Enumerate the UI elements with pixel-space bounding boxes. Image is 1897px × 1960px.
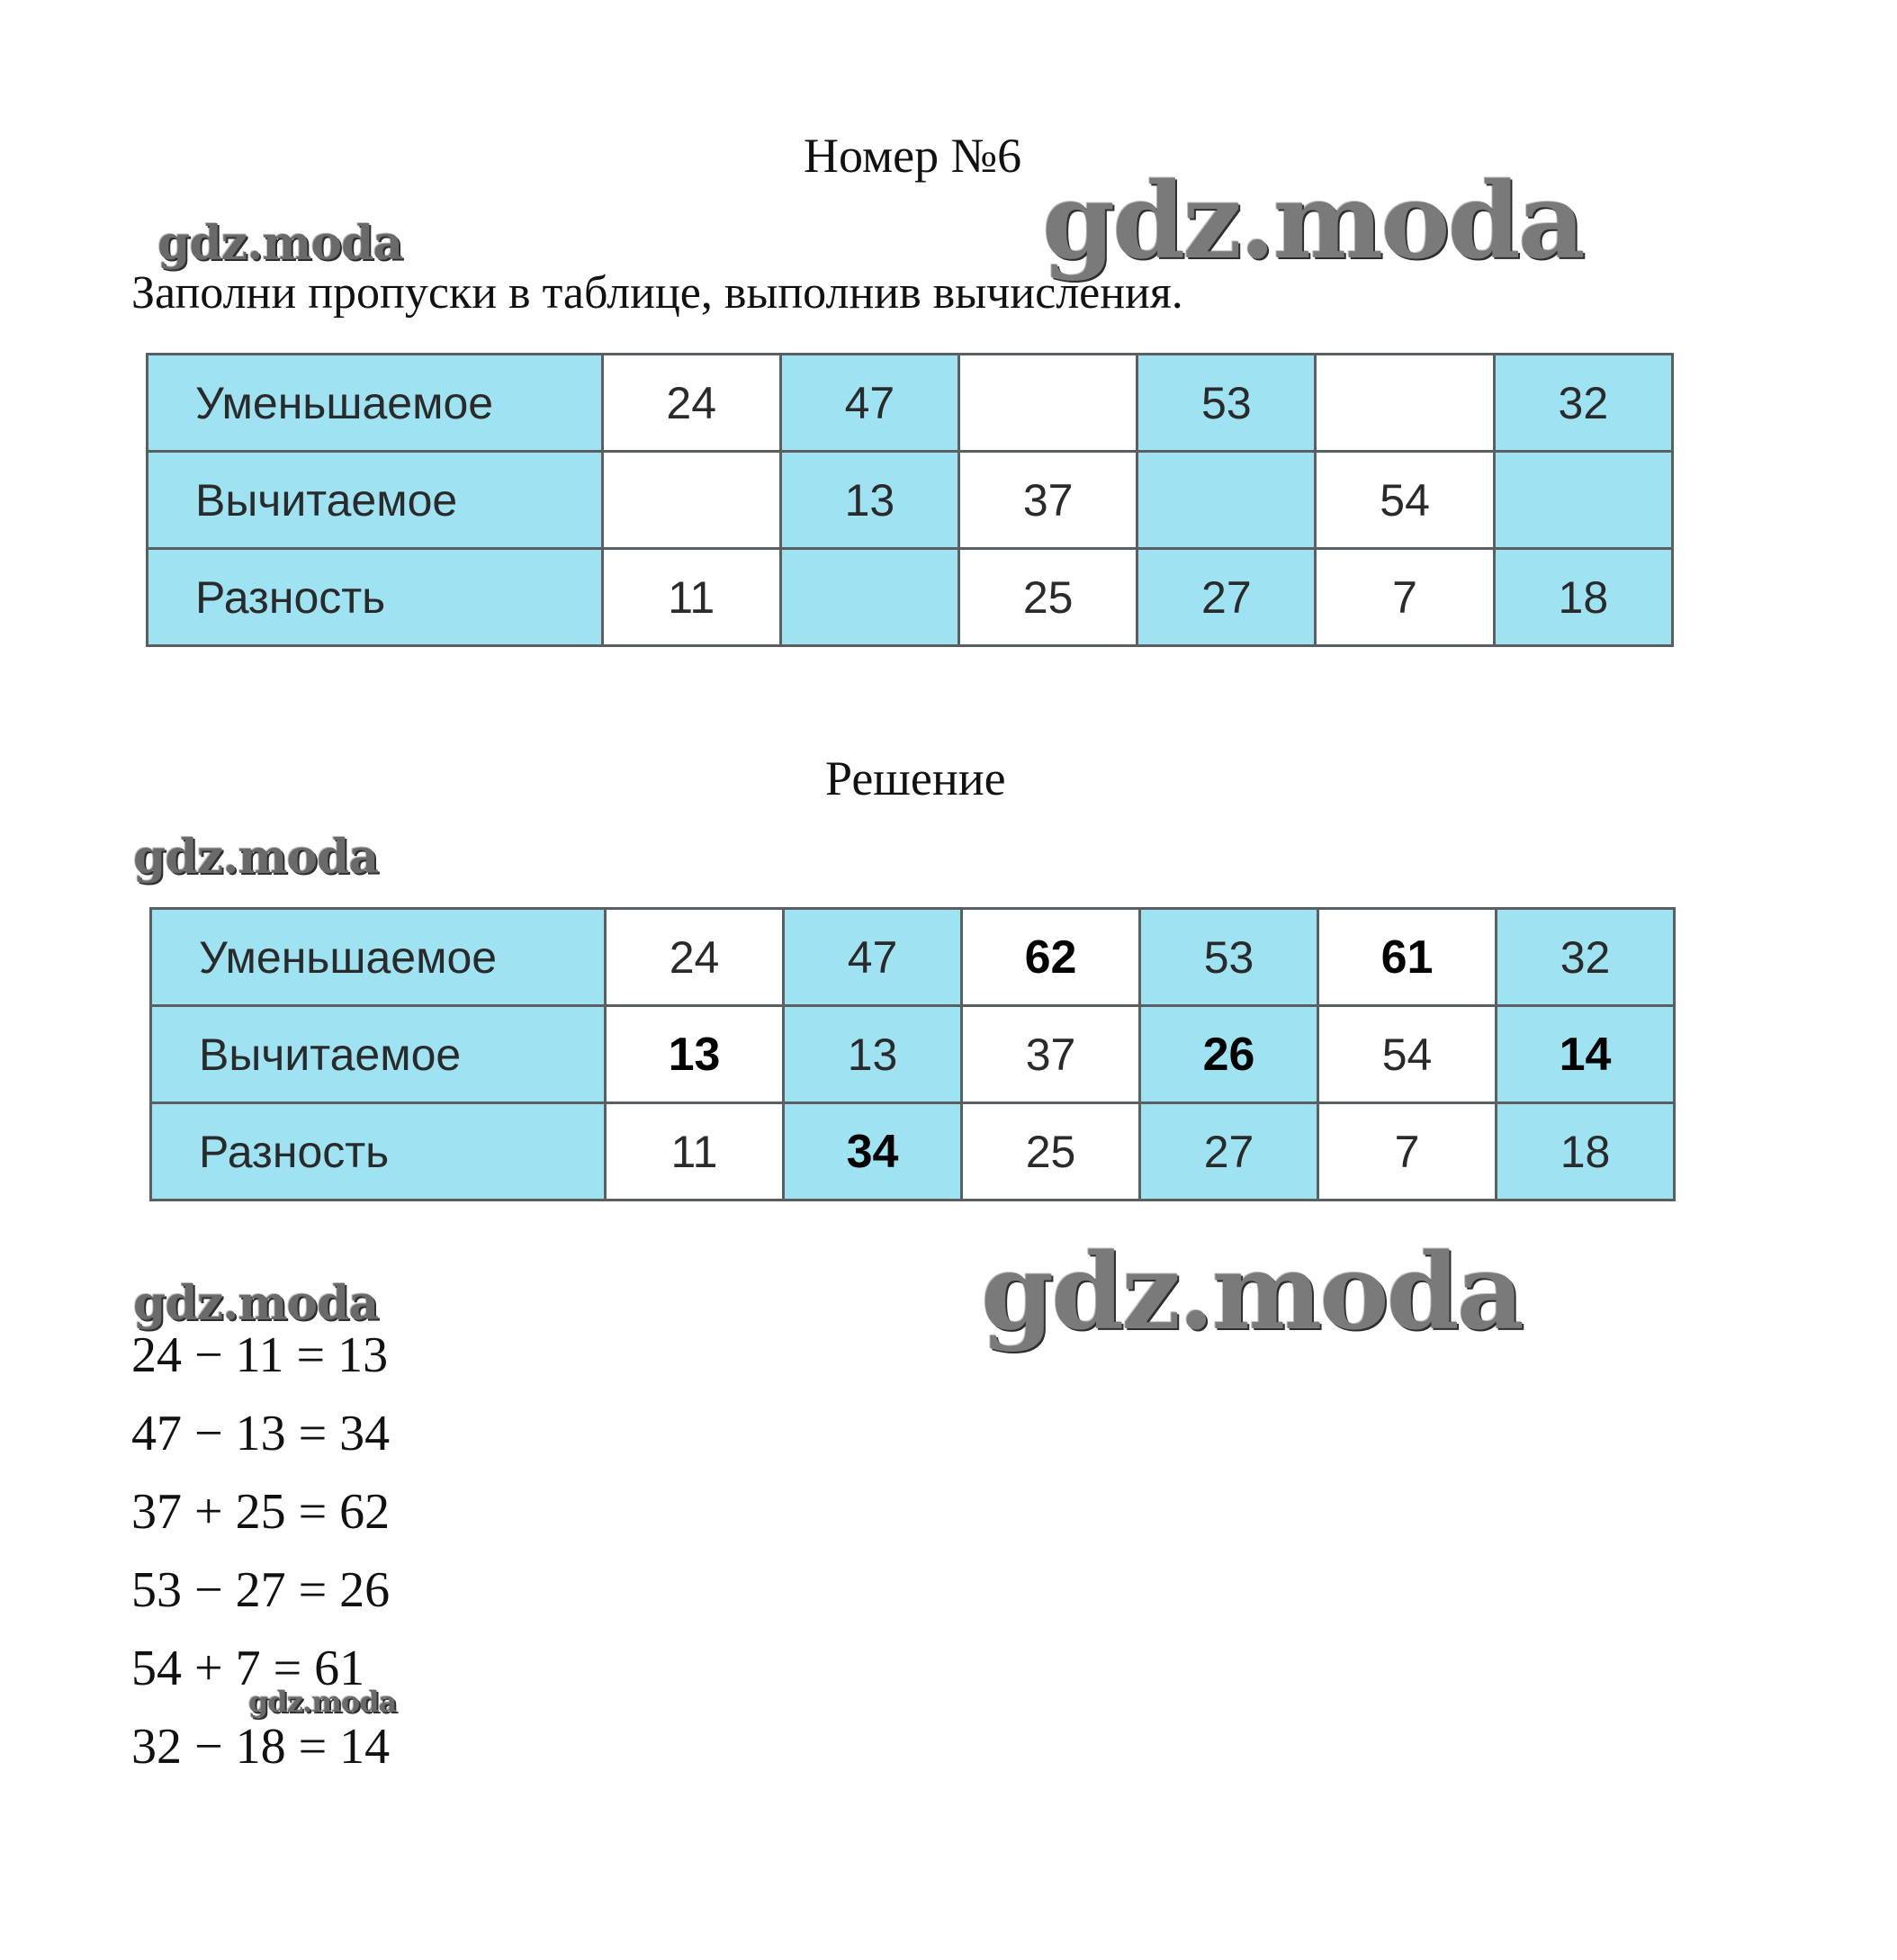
- task-table: [146, 353, 1674, 647]
- watermark-top: gdz.moda: [1042, 160, 1583, 283]
- task-cell-blank: [959, 355, 1137, 452]
- watermark-small-2: gdz.moda: [133, 830, 379, 885]
- task-cell-blank: [602, 452, 780, 549]
- solution-cell: 11: [606, 1103, 784, 1200]
- solution-answer-cell: 14: [1497, 1006, 1675, 1103]
- solution-answer-cell: 13: [606, 1006, 784, 1103]
- task-cell: 54: [1316, 452, 1494, 549]
- problem-title: Номер №6: [804, 129, 1022, 183]
- equation-line: 53 − 27 = 26: [131, 1562, 391, 1618]
- watermark-small-1: gdz.moda: [157, 216, 403, 271]
- solution-cell: 25: [962, 1103, 1140, 1200]
- solution-answer-cell: 62: [962, 909, 1140, 1006]
- row-label-minuend: Уменьшаемое: [151, 909, 606, 1006]
- row-label-subtrahend: Вычитаемое: [148, 452, 603, 549]
- solution-cell: 24: [606, 909, 784, 1006]
- task-cell: 25: [959, 549, 1137, 646]
- row-label-subtrahend: Вычитаемое: [151, 1006, 606, 1103]
- row-label-difference: Разность: [151, 1103, 606, 1200]
- watermark-tiny: gdz.moda: [248, 1685, 397, 1719]
- solution-answer-cell: 34: [784, 1103, 962, 1200]
- task-cell: 24: [602, 355, 780, 452]
- solution-row-minuend: [151, 909, 1675, 1006]
- solution-cell: 13: [784, 1006, 962, 1103]
- solution-answer-cell: 61: [1318, 909, 1497, 1006]
- watermark-small-3: gdz.moda: [133, 1276, 379, 1331]
- equation-line: 54 + 7 = 61: [131, 1641, 365, 1696]
- task-cell: 47: [780, 355, 958, 452]
- equation-line: 37 + 25 = 62: [131, 1484, 391, 1540]
- task-cell-blank: [1494, 452, 1672, 549]
- solution-cell: 32: [1497, 909, 1675, 1006]
- solution-cell: 27: [1140, 1103, 1318, 1200]
- task-cell: 11: [602, 549, 780, 646]
- task-cell: 53: [1137, 355, 1316, 452]
- task-row-minuend: [148, 355, 1673, 452]
- solution-cell: 7: [1318, 1103, 1497, 1200]
- solution-cell: 47: [784, 909, 962, 1006]
- task-cell: 37: [959, 452, 1137, 549]
- task-row-difference: [148, 549, 1673, 646]
- task-cell-blank: [780, 549, 958, 646]
- solution-cell: 37: [962, 1006, 1140, 1103]
- row-label-difference: Разность: [148, 549, 603, 646]
- solution-table: [149, 907, 1676, 1201]
- task-cell: 18: [1494, 549, 1672, 646]
- equation-line: 47 − 13 = 34: [131, 1406, 391, 1461]
- equation-line: 24 − 11 = 13: [131, 1327, 389, 1383]
- task-cell-blank: [1137, 452, 1316, 549]
- watermark-bottom: gdz.moda: [981, 1231, 1522, 1353]
- task-cell: 27: [1137, 549, 1316, 646]
- solution-cell: 18: [1497, 1103, 1675, 1200]
- task-cell: 13: [780, 452, 958, 549]
- task-row-subtrahend: [148, 452, 1673, 549]
- task-cell: 7: [1316, 549, 1494, 646]
- task-cell-blank: [1316, 355, 1494, 452]
- solution-answer-cell: 26: [1140, 1006, 1318, 1103]
- row-label-minuend: Уменьшаемое: [148, 355, 603, 452]
- task-text: Заполни пропуски в таблице, выполнив вычисления.: [131, 267, 1183, 319]
- equation-line: 32 − 18 = 14: [131, 1719, 391, 1775]
- solution-cell: 53: [1140, 909, 1318, 1006]
- solution-row-subtrahend: [151, 1006, 1675, 1103]
- solution-cell: 54: [1318, 1006, 1497, 1103]
- solution-row-difference: [151, 1103, 1675, 1200]
- solution-heading: Решение: [825, 751, 1006, 805]
- task-cell: 32: [1494, 355, 1672, 452]
